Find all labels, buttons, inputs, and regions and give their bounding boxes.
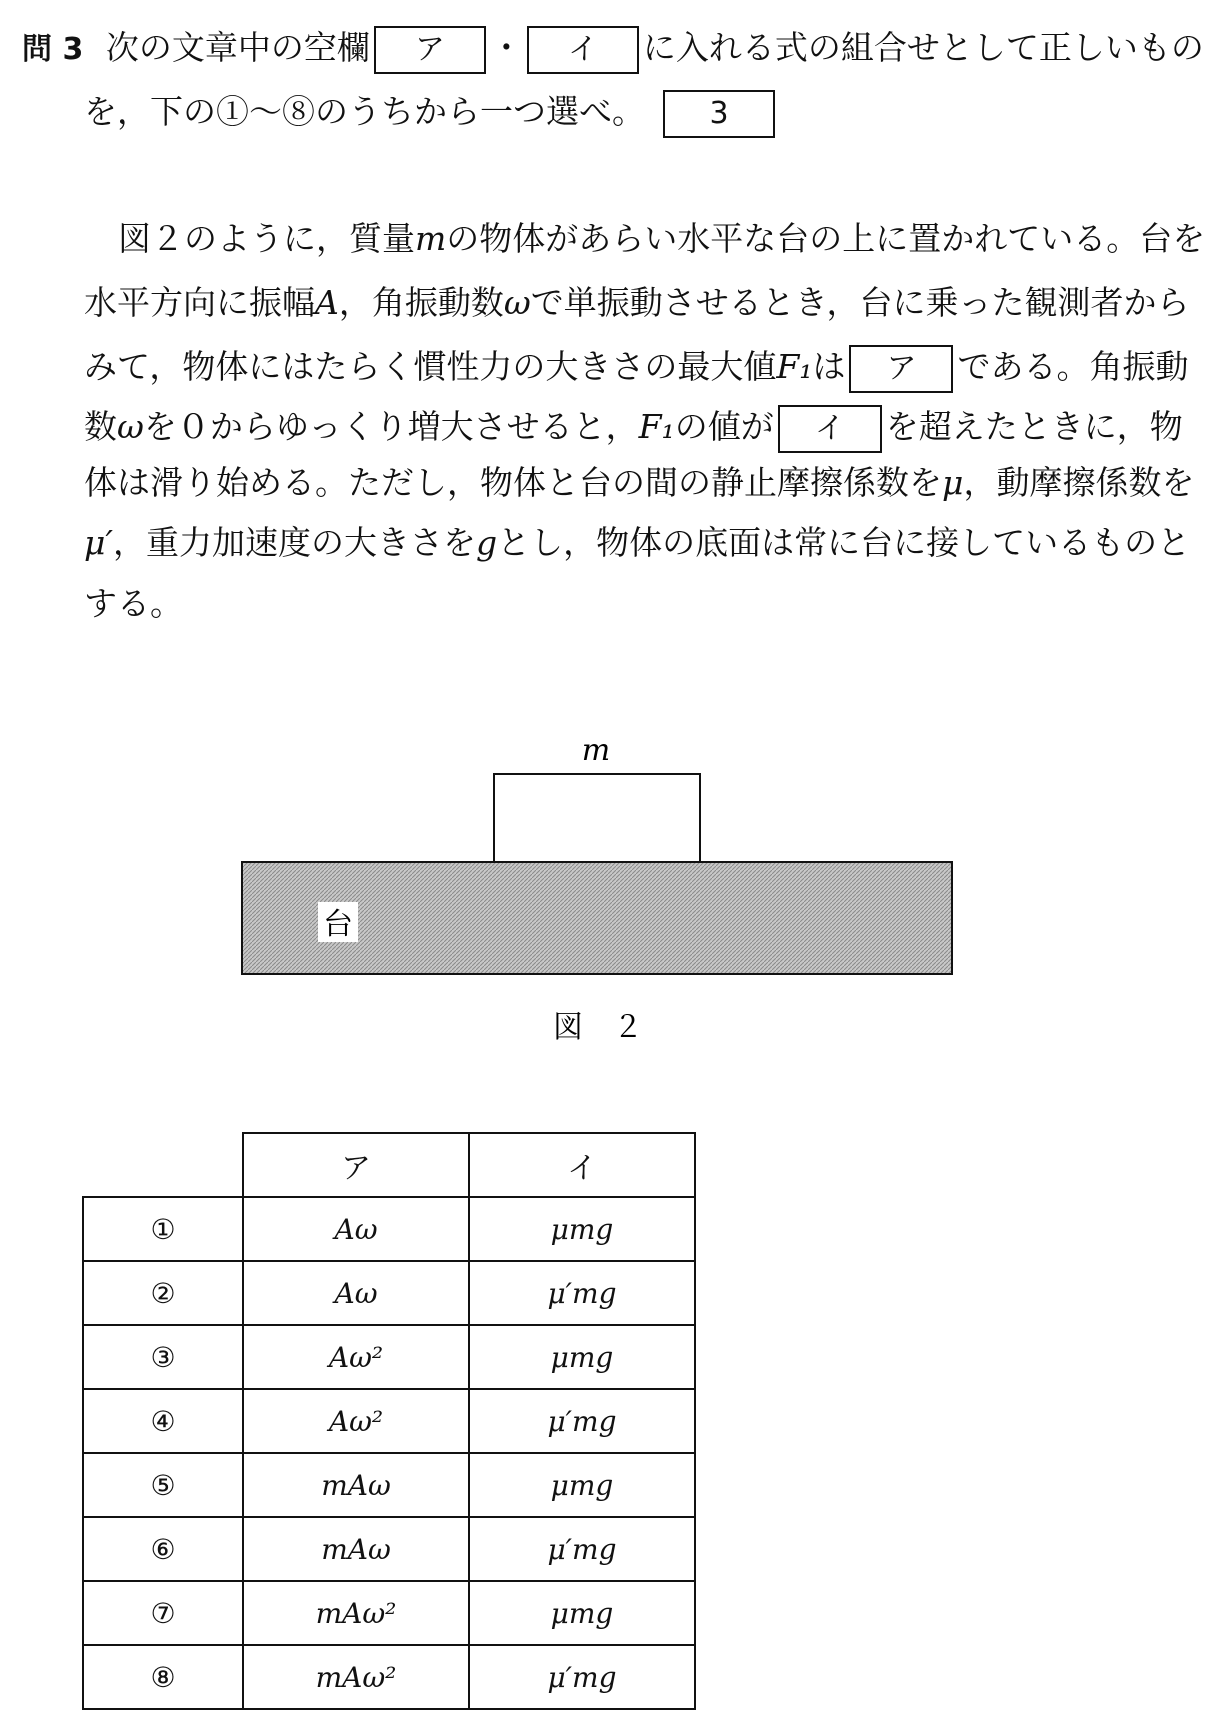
para-text: する。 [84, 584, 183, 623]
choice-i: μmg [469, 1197, 695, 1261]
table-row [83, 1325, 695, 1389]
symbol-m: m [415, 219, 447, 258]
choice-a: mAω [243, 1517, 469, 1581]
mass-label: m [581, 733, 611, 768]
header-blank [83, 1133, 243, 1197]
choice-a: Aω² [243, 1389, 469, 1453]
para-text: ，角振動数 [338, 283, 504, 322]
para-line-2 [84, 283, 1190, 322]
table-row [83, 1645, 695, 1709]
table-row [83, 1581, 695, 1645]
symbol-mu: μ [942, 463, 964, 502]
choice-i: μ′mg [469, 1645, 695, 1709]
para-line-5 [84, 463, 1195, 502]
para-line-4 [84, 405, 1183, 453]
choice-a: mAω² [243, 1581, 469, 1645]
table-row [83, 1389, 695, 1453]
table-header-row [83, 1133, 695, 1197]
choice-a: Aω² [243, 1325, 469, 1389]
dot-separator: ・ [489, 28, 523, 67]
choice-number: ⑧ [83, 1645, 243, 1709]
para-line-7 [84, 584, 183, 623]
para-line-3 [84, 345, 1188, 393]
figure-caption: 図 ２ [553, 1010, 643, 1045]
para-text: の物体があらい水平な台の上に置かれている。台を [446, 219, 1206, 258]
blank-box-i-inline: イ [778, 405, 882, 453]
symbol-F1: F₁ [638, 407, 675, 446]
choice-i: μmg [469, 1453, 695, 1517]
platform-label: 台 [323, 907, 353, 942]
symbol-F1: F₁ [776, 347, 813, 386]
question-number: 問 3 [22, 32, 84, 67]
blank-box-a-inline: ア [849, 345, 953, 393]
choice-number: ④ [83, 1389, 243, 1453]
para-line-1 [118, 219, 1206, 258]
choice-number: ③ [83, 1325, 243, 1389]
symbol-omega: ω [503, 283, 531, 322]
choice-i: μ′mg [469, 1389, 695, 1453]
table-row [83, 1517, 695, 1581]
table-row [83, 1453, 695, 1517]
blank-box-a: ア [374, 26, 486, 74]
choice-number: ⑥ [83, 1517, 243, 1581]
choice-a: mAω [243, 1453, 469, 1517]
question-text-2a: を，下の①～⑧のうちから一つ選べ。 [84, 92, 645, 131]
para-text: とし，物体の底面は常に台に接しているものと [497, 523, 1191, 562]
symbol-A: A [315, 283, 339, 322]
symbol-omega: ω [117, 407, 144, 446]
para-text: ，重力加速度の大きさを [112, 523, 476, 562]
para-text: ，動摩擦係数を [963, 463, 1195, 502]
choice-table [82, 1132, 696, 1710]
para-line-6 [84, 523, 1191, 562]
choice-i: μ′mg [469, 1517, 695, 1581]
figure-2 [0, 730, 1223, 1050]
choice-number: ⑦ [83, 1581, 243, 1645]
blank-box-i: イ [527, 26, 639, 74]
choice-number: ② [83, 1261, 243, 1325]
symbol-g: g [475, 523, 498, 562]
table-row [83, 1197, 695, 1261]
para-text: みて，物体にはたらく慣性力の大きさの最大値 [84, 347, 777, 386]
choice-i: μmg [469, 1581, 695, 1645]
para-text: 数 [84, 407, 117, 446]
header-a: ア [243, 1133, 469, 1197]
para-text: 水平方向に振幅 [84, 283, 315, 322]
para-text: 体は滑り始める。ただし，物体と台の間の静止摩擦係数を [84, 463, 942, 502]
choice-number: ① [83, 1197, 243, 1261]
table-row [83, 1261, 695, 1325]
question-line-1 [22, 26, 1204, 74]
answer-box: 3 [663, 90, 775, 138]
symbol-mu-prime: μ′ [84, 523, 113, 562]
para-text: を０からゆっくり増大させると， [143, 407, 639, 446]
para-text: で単振動させるとき，台に乗った観測者から [530, 283, 1190, 322]
para-text: を超えたときに，物 [885, 407, 1183, 446]
choice-number: ⑤ [83, 1453, 243, 1517]
para-text: の値が [674, 407, 774, 446]
question-line-2 [84, 90, 779, 138]
para-text: 図２のように，質量 [118, 219, 415, 258]
header-i: イ [469, 1133, 695, 1197]
choice-i: μ′mg [469, 1261, 695, 1325]
mass-block [494, 774, 700, 862]
choice-a: Aω [243, 1261, 469, 1325]
choice-i: μmg [469, 1325, 695, 1389]
para-text: は [812, 347, 846, 386]
question-text-1a: 次の文章中の空欄 [105, 28, 370, 67]
choice-a: Aω [243, 1197, 469, 1261]
para-text: である。角振動 [957, 347, 1189, 386]
choice-a: mAω² [243, 1645, 469, 1709]
question-text-1b: に入れる式の組合せとして正しいもの [642, 28, 1204, 67]
